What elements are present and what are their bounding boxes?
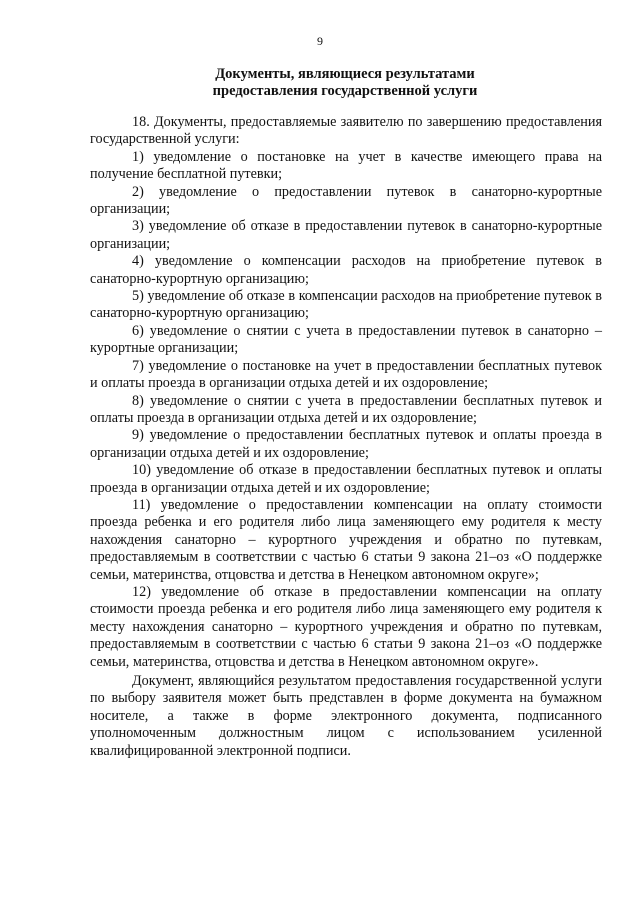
list-item: 8) уведомление о снятии с учета в предоставлении бесплатных путевок и оплаты проезда в организации отдыха детей и их оздоровление; (90, 392, 602, 426)
final-paragraph: Документ, являющийся результатом предоставления государственной услуги по выбору заявителя может быть представлен в форме документа на бумажном носителе, а также в форме электронного документа, подписанного уполномоченным должностным лицом с использованием усиленной квалифицированной электронной подписи. (90, 673, 602, 759)
list-item: 7) уведомление о постановке на учет в предоставлении бесплатных путевок и оплаты проезда в организации отдыха детей и их оздоровление; (90, 357, 602, 392)
list-item: 5) уведомление об отказе в компенсации расходов на приобретение путевок в санаторно-курортную организацию; (90, 288, 602, 322)
section-heading (90, 66, 600, 100)
list-item: 10) уведомление об отказе в предоставлении бесплатных путевок и оплаты проезда в организации отдыха детей и их оздоровление; (90, 462, 602, 496)
list-item: 1) уведомление о постановке на учет в качестве имеющего права на получение бесплатной путевки; (90, 148, 602, 183)
list-item: 3) уведомление об отказе в предоставлении путевок в санаторно-курортные организации; (90, 218, 602, 252)
list-item: 9) уведомление о предоставлении бесплатных путевок и оплаты проезда в организации отдыха детей и их оздоровление; (90, 427, 602, 461)
list-item: 4) уведомление о компенсации расходов на приобретение путевок в санаторно-курортную организацию; (90, 253, 602, 287)
heading-line-1: Документы, являющиеся результатами (215, 66, 475, 82)
page-number: 9 (317, 34, 323, 48)
intro-paragraph: 18. Документы, предоставляемые заявителю по завершению предоставления государственной услуги: (90, 114, 602, 148)
list-item: 6) уведомление о снятии с учета в предоставлении путевок в санаторно – курортные организации; (90, 322, 602, 357)
list-item: 11) уведомление о предоставлении компенсации на оплату стоимости проезда ребенка и его родителя либо лица заменяющего ему родителя к месту нахождения санаторно – курортного учреждения и обратно по путевкам, предоставляемым в соответствии с частью 6 статьи 9 закона 21–оз «О поддержке семьи, материнства, отцовства и детства в Ненецком автономном округе»; (90, 496, 602, 583)
list-item: 12) уведомление об отказе в предоставлении компенсации на оплату стоимости проезда ребенка и его родителя либо лица заменяющего ему родителя к месту нахождения санаторно – курортного учреждения и обратно по путевкам, предоставляемым в соответствии с частью 6 статьи 9 закона 21–оз «О поддержке семьи, материнства, отцовства и детства в Ненецком автономном округе». (90, 583, 602, 670)
list-item: 2) уведомление о предоставлении путевок в санаторно-курортные организации; (90, 183, 602, 218)
document-body (90, 114, 602, 760)
heading-line-2: предоставления государственной услуги (212, 83, 478, 99)
